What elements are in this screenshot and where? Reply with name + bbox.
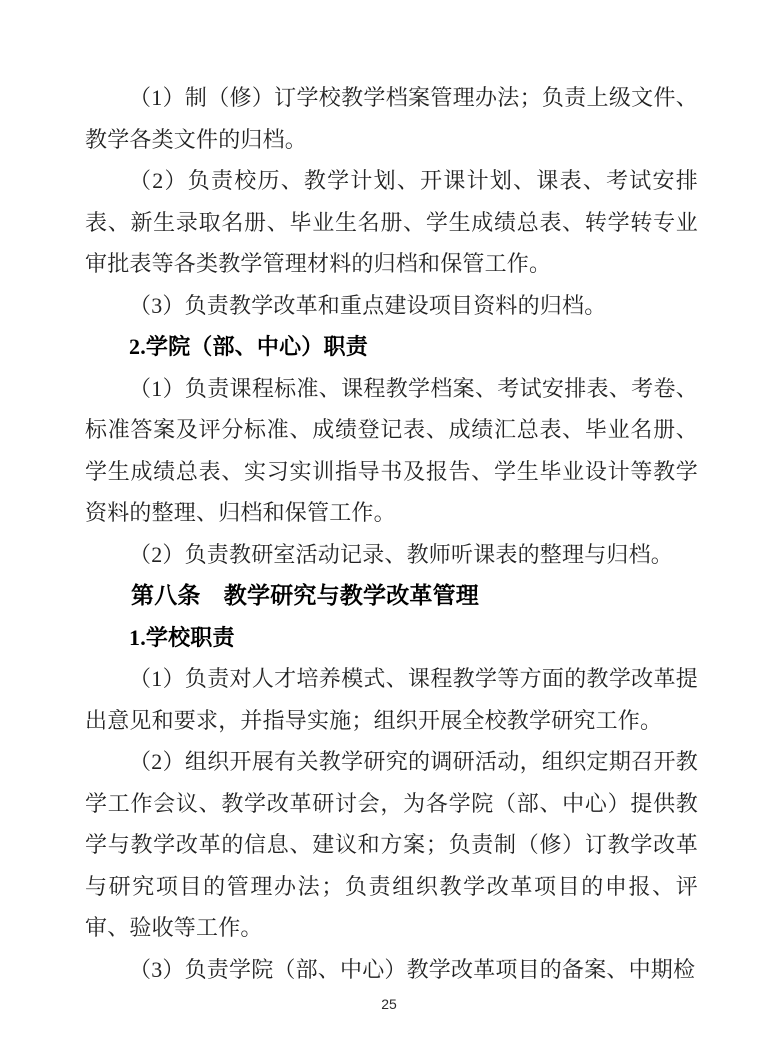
- paragraph-college-duty-item-1: （1）负责课程标准、课程教学档案、考试安排表、考卷、标准答案及评分标准、成绩登记表、成绩汇总表、毕业名册、学生成绩总表、实习实训指导书及报告、学生毕业设计等教学资料的整理、归档和保管工作。: [85, 375, 698, 525]
- paragraph-school-duty-item-1: （1）制（修）订学校教学档案管理办法；负责上级文件、教学各类文件的归档。: [85, 85, 698, 152]
- section-heading-school-duty: 1.学校职责: [129, 624, 235, 650]
- paragraph-reform-item-2: （2）组织开展有关教学研究的调研活动，组织定期召开教学工作会议、教学改革研讨会，为各学院（部、中心）提供教学与教学改革的信息、建议和方案；负责制（修）订教学改革与研究项目的管理办法；负责组织教学改革项目的申报、评审、验收等工作。: [85, 749, 698, 940]
- section-heading-college-duty: 2.学院（部、中心）职责: [129, 334, 368, 359]
- paragraph-reform-item-1: （1）负责对人才培养模式、课程教学等方面的教学改革提出意见和要求，并指导实施；组织开展全校教学研究工作。: [85, 666, 698, 733]
- paragraph-reform-item-3: （3）负责学院（部、中心）教学改革项目的备案、中期检: [129, 956, 696, 982]
- paragraph-school-duty-item-3: （3）负责教学改革和重点建设项目资料的归档。: [129, 292, 607, 318]
- page-number: 25: [381, 996, 397, 1012]
- paragraph-college-duty-item-2: （2）负责教研室活动记录、教师听课表的整理与归档。: [129, 541, 674, 567]
- article-heading-8: 第八条 教学研究与教学改革管理: [131, 582, 479, 608]
- paragraph-school-duty-item-2: （2）负责校历、教学计划、开课计划、课表、考试安排表、新生录取名册、毕业生名册、学生成绩总表、转学转专业审批表等各类教学管理材料的归档和保管工作。: [85, 168, 698, 276]
